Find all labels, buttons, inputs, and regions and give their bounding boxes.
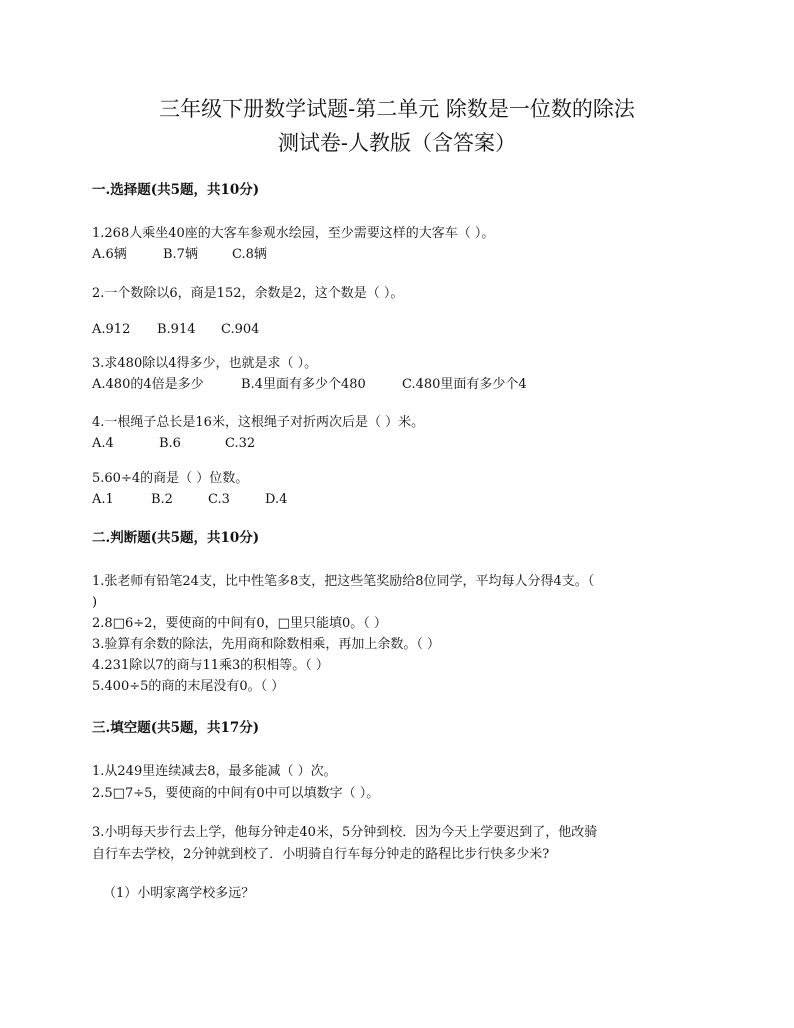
choice-q1-text: 1.268人乘坐40座的大客车参观水绘园，至少需要这样的大客车（ ）。 [92, 226, 495, 241]
judge-q1-text: 1.张老师有铅笔24支，比中性笔多8支，把这些笔奖励给8位同学，平均每人分得4支。（ [92, 574, 595, 589]
choice-q5-option-c: C.3 [208, 492, 230, 507]
judge-q4-text: 4.231除以7的商与11乘3的积相等。（ ） [92, 658, 329, 673]
choice-q3-option-b: B.4里面有多少个480 [241, 377, 366, 392]
choice-q3-option-a: A.480的4倍是多少 [92, 377, 204, 392]
choice-q1-option-a: A.6辆 [92, 247, 127, 262]
judge-q5-text: 5.400÷5的商的末尾没有0。（ ） [92, 679, 285, 694]
choice-q3-option-c: C.480里面有多少个4 [402, 377, 527, 392]
choice-q4-option-a: A.4 [92, 436, 114, 451]
fill-q3-continuation: 自行车去学校，2分钟就到校了．小明骑自行车每分钟走的路程比步行快多少米? [92, 847, 550, 862]
choice-q2-text: 2.一个数除以6，商是152，余数是2，这个数是（ ）。 [92, 286, 404, 301]
section-heading-fill: 三.填空题(共5题，共17分) [92, 720, 260, 736]
choice-q2-option-c: C.904 [221, 322, 260, 337]
choice-q5-option-b: B.2 [151, 492, 173, 507]
fill-q3-subquestion-1: （1）小明家离学校多远？ [103, 886, 255, 901]
judge-q3-text: 3.验算有余数的除法，先用商和除数相乘，再加上余数。（ ） [92, 637, 441, 652]
choice-q5-text: 5.60÷4的商是（ ）位数。 [92, 471, 249, 486]
fill-q1-text: 1.从249里连续减去8，最多能减（ ）次。 [92, 764, 337, 779]
choice-q4-option-b: B.6 [159, 436, 181, 451]
doc-title-line-2: 测试卷-人教版（含答案） [277, 131, 517, 155]
choice-q5-option-d: D.4 [265, 492, 288, 507]
choice-q1-option-b: B.7辆 [163, 247, 198, 262]
choice-q1-option-c: C.8辆 [232, 247, 267, 262]
doc-title-line-1: 三年级下册数学试题-第二单元 除数是一位数的除法 [159, 97, 635, 121]
choice-q4-text: 4.一根绳子总长是16米，这根绳子对折两次后是（ ）米。 [92, 415, 425, 430]
choice-q3-text: 3.求480除以4得多少，也就是求（ ）。 [92, 356, 318, 371]
choice-q4-option-c: C.32 [225, 436, 256, 451]
judge-q1-continuation: ) [92, 595, 98, 610]
choice-q5-option-a: A.1 [92, 492, 114, 507]
choice-q2-option-b: B.914 [157, 322, 196, 337]
judge-q2-text: 2.8□6÷2，要使商的中间有0，□里只能填0。（ ） [92, 616, 387, 631]
section-heading-judge: 二.判断题(共5题，共10分) [92, 530, 260, 546]
section-heading-choice: 一.选择题(共5题，共10分) [92, 182, 260, 198]
choice-q2-option-a: A.912 [92, 322, 131, 337]
fill-q2-text: 2.5□7÷5，要使商的中间有0中可以填数字（ ）。 [92, 786, 380, 801]
fill-q3-text: 3.小明每天步行去上学，他每分钟走40米，5分钟到校．因为今天上学要迟到了，他改骑 [92, 825, 598, 840]
